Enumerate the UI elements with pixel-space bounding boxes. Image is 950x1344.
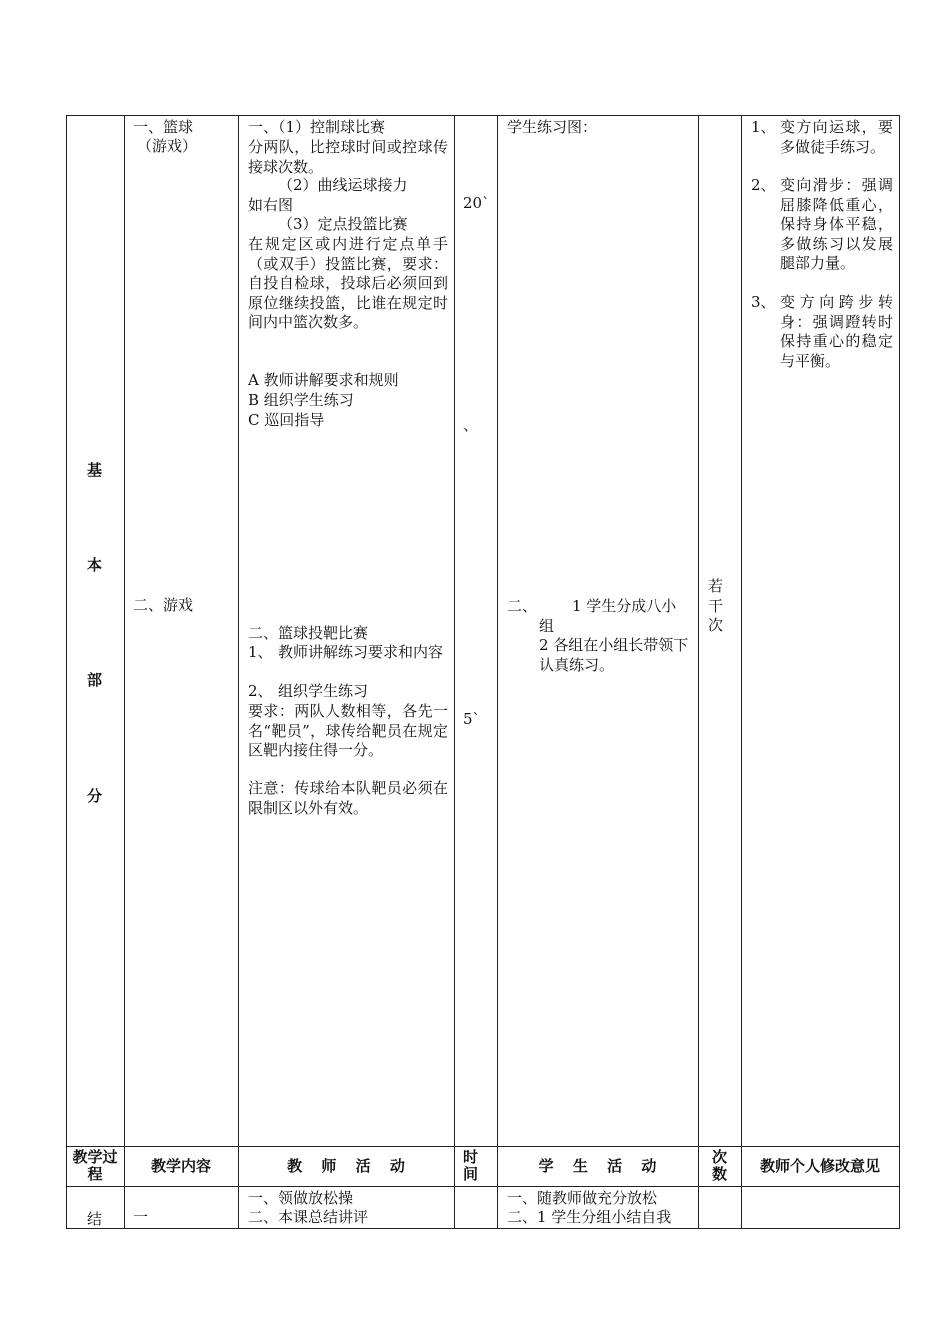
opinion-number: 3、 — [751, 293, 776, 311]
end-section-label: 结 — [87, 1210, 103, 1228]
teacher-requirement: 要求：两队人数相等，各先一名“靶员”，球传给靶员在规定区靶内接住得一分。 — [248, 702, 448, 759]
opinion-text: 变方向跨步转身：强调蹬转时保持重心的稳定与平衡。 — [780, 293, 893, 370]
section-label-char: 基 — [87, 461, 103, 479]
content-game: 二、游戏 — [133, 596, 194, 614]
student-activity-item: 2 各组在小组长带领下认真练习。 — [539, 636, 689, 674]
content-basketball: 一、篮球 — [133, 118, 194, 136]
end-teacher-activity: 二、本课总结讲评 — [248, 1208, 369, 1226]
opinion-text: 变向滑步：强调屈膝降低重心，保持身体平稳，多做练习以发展腿部力量。 — [780, 176, 893, 272]
time-value: 20` — [463, 194, 490, 212]
teacher-item-number: 2、 — [248, 682, 273, 700]
content-basketball-sub: （游戏） — [137, 137, 198, 155]
column-divider — [899, 115, 900, 1228]
time-value: 5` — [463, 710, 481, 728]
opinion-text: 变方向运球，要多做徒手练习。 — [780, 118, 893, 156]
header-time: 时间 — [462, 1148, 478, 1183]
teacher-step: A 教师讲解要求和规则 — [248, 371, 399, 389]
end-section-content: 一 — [133, 1208, 149, 1226]
opinion-number: 1、 — [751, 118, 776, 136]
section-label-char: 部 — [87, 671, 103, 689]
teacher-activity-item: （2）曲线运球接力 — [278, 176, 408, 194]
header-teacher-activity: 教 师 活 动 — [287, 1157, 405, 1175]
teacher-activity-paragraph: 分两队，比控球时间或控球传接球次数。 — [248, 138, 448, 176]
end-student-activity: 二、1 学生分组小结自我 — [507, 1208, 672, 1226]
student-activity-prefix: 二、 — [507, 597, 538, 615]
header-top-border — [66, 1146, 900, 1147]
student-activity-item: 1 学生分成八小组 — [539, 597, 677, 635]
section-label-char: 分 — [87, 787, 103, 805]
column-divider — [698, 115, 699, 1228]
column-divider — [124, 115, 125, 1228]
time-mark: 、 — [463, 416, 479, 434]
teacher-note: 注意：传球给本队靶员必须在限制区以外有效。 — [248, 779, 448, 817]
column-divider — [454, 115, 455, 1228]
header-student-activity: 学 生 活 动 — [538, 1157, 657, 1175]
teacher-step: C 巡回指导 — [248, 411, 325, 429]
header-teaching-content: 教学内容 — [150, 1157, 211, 1175]
table-bottom-border — [66, 1228, 900, 1229]
teacher-activity-heading: 一、（1）控制球比赛 — [248, 118, 386, 136]
table-top-border — [66, 115, 900, 116]
opinion-number: 2、 — [751, 176, 776, 194]
end-teacher-activity: 一、领做放松操 — [248, 1189, 354, 1207]
column-divider — [741, 115, 742, 1228]
header-count: 次数 — [711, 1148, 727, 1183]
section-label-char: 本 — [87, 556, 103, 574]
header-bottom-border — [66, 1186, 900, 1187]
column-divider — [66, 115, 67, 1228]
teacher-activity-item: （3）定点投篮比赛 — [278, 215, 408, 233]
teacher-step: B 组织学生练习 — [248, 391, 354, 409]
teacher-item-text: 组织学生练习 — [278, 682, 369, 700]
repetition-count: 若干次 — [708, 577, 724, 634]
teacher-activity-heading: 二、篮球投靶比赛 — [248, 624, 369, 642]
header-teaching-process: 教学过程 — [72, 1148, 118, 1183]
header-teacher-opinion: 教师个人修改意见 — [759, 1157, 880, 1175]
student-practice-diagram-label: 学生练习图： — [507, 118, 598, 136]
teacher-item-number: 1、 — [248, 643, 273, 661]
teacher-item-text: 教师讲解练习要求和内容 — [278, 643, 444, 661]
teacher-activity-paragraph: 在规定区或内进行定点单手（或双手）投篮比赛，要求：自投自检球，投球后必须回到原位继续投篮，比谁在规定时间内中篮次数多。 — [248, 235, 448, 331]
column-divider — [238, 115, 239, 1228]
teacher-activity-item: 如右图 — [248, 196, 294, 214]
column-divider — [497, 115, 498, 1228]
end-student-activity: 一、随教师做充分放松 — [507, 1189, 658, 1207]
